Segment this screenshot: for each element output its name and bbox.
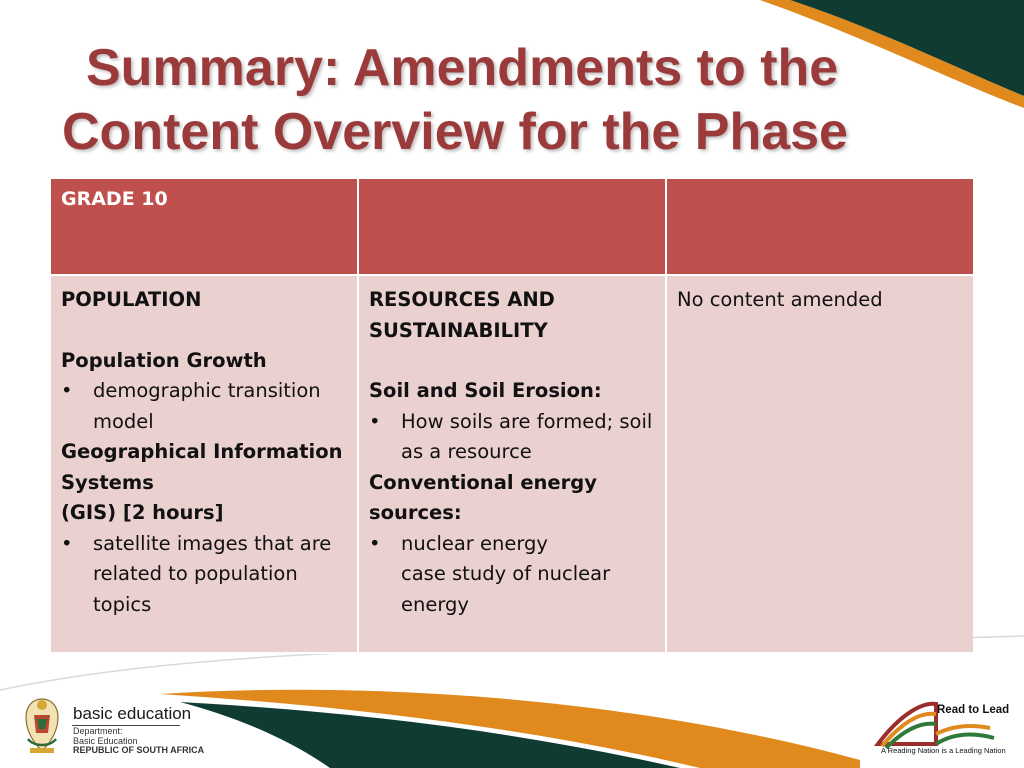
header-cell-3 [667,179,973,276]
topic-heading: RESOURCES AND SUSTAINABILITY [369,288,555,342]
list-item: • satellite images that are related to population topics [61,529,347,621]
list-item-text: • nuclear energy [401,531,548,555]
bullet-list [61,376,347,437]
coat-of-arms-icon [26,699,58,753]
table-header-row [51,179,973,276]
subtopic-heading: Conventional energy sources: [369,470,597,524]
read-to-lead-book-icon [872,694,1012,754]
subtopic-heading: (GIS) [2 hours] [61,501,224,524]
title-line-2: Content Overview for the Phase [62,103,848,161]
dbe-dept-line1: Department: [73,726,123,736]
slide-title [62,36,962,164]
dbe-logo-name: basic education [73,704,192,723]
bullet-list [369,529,655,621]
cell-population [51,276,359,654]
cell-resources [359,276,667,654]
dbe-logo-department [73,727,204,756]
list-item: • demographic transition model [61,376,347,437]
read-to-lead-tagline: A Reading Nation is a Leading Nation [881,746,1006,755]
read-to-lead-logo-text: Read to Lead [937,704,1010,716]
list-item: • How soils are formed; soil as a resource [369,407,655,468]
bullet-list [61,529,347,621]
dbe-country: REPUBLIC OF SOUTH AFRICA [73,745,205,755]
subtopic-heading: Soil and Soil Erosion: [369,379,602,402]
topic-heading: POPULATION [61,288,202,311]
subtopic-heading: Geographical Information Systems [61,440,343,494]
amendments-table [51,179,973,654]
list-item [369,529,655,621]
cell-no-content: No content amended [667,276,973,654]
subtopic-heading: Population Growth [61,348,267,372]
list-item-continuation: case study of nuclear energy [401,562,611,616]
dbe-dept-line2: Basic Education [73,735,138,746]
header-cell-grade: GRADE 10 [51,179,359,276]
title-line-1: Summary: Amendments to the [86,39,839,97]
bullet-list [369,407,655,468]
table-row [51,276,973,654]
header-cell-2 [359,179,667,276]
